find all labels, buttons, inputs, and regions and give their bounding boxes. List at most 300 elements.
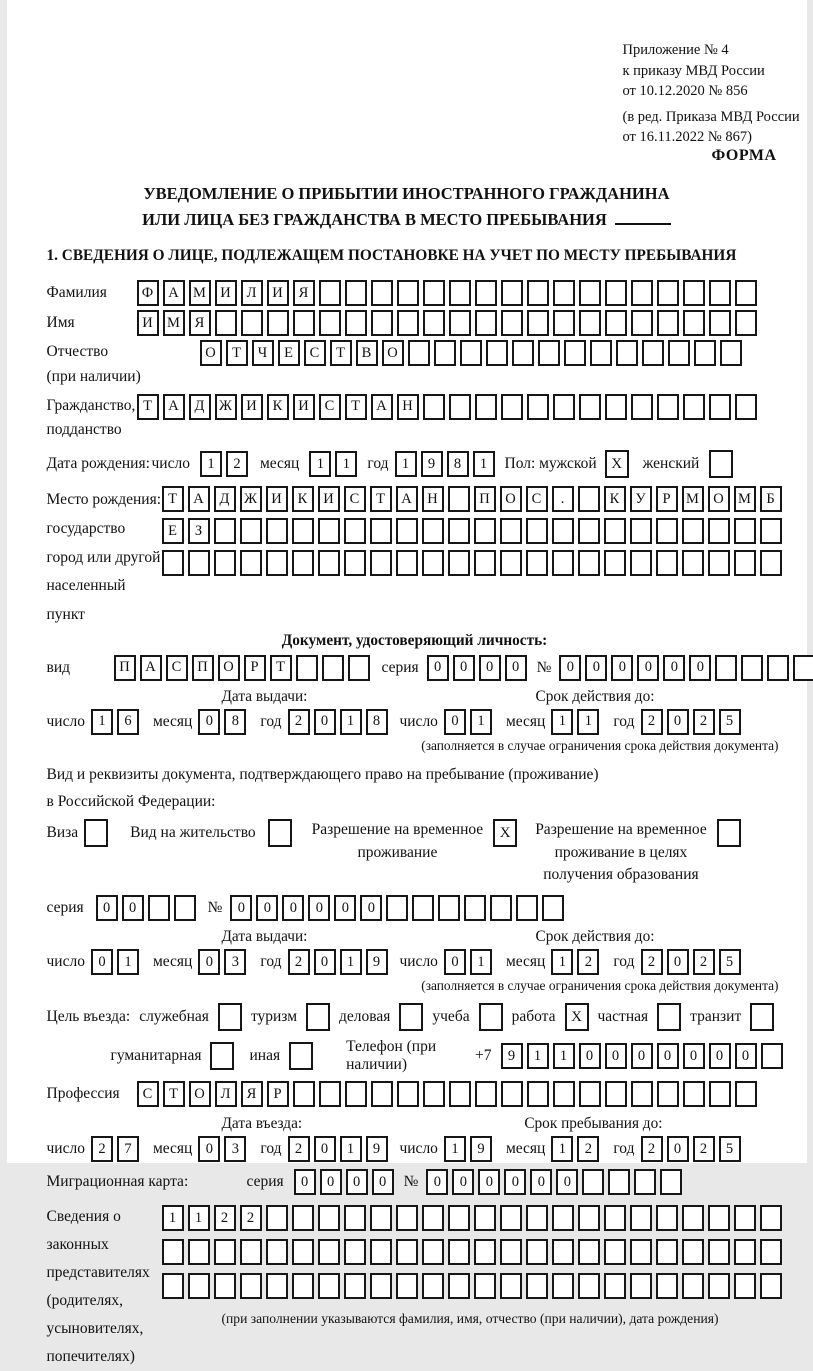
char-cell[interactable]: Л xyxy=(215,1081,237,1107)
char-cell[interactable] xyxy=(708,1239,730,1265)
char-cell[interactable]: Д xyxy=(214,486,236,512)
char-cell[interactable]: 0 xyxy=(683,1043,705,1069)
char-cell[interactable]: 0 xyxy=(346,1169,368,1195)
char-cell[interactable]: 0 xyxy=(556,1169,578,1195)
char-cell[interactable] xyxy=(318,1205,340,1231)
char-cell[interactable] xyxy=(292,550,314,576)
char-cell[interactable]: 0 xyxy=(426,1169,448,1195)
char-cell[interactable]: Б xyxy=(760,486,782,512)
char-cell[interactable] xyxy=(214,1273,236,1299)
char-cell[interactable]: 2 xyxy=(641,949,663,975)
char-cell[interactable]: 0 xyxy=(479,655,501,681)
char-cell[interactable]: О xyxy=(708,486,730,512)
char-cell[interactable]: Я xyxy=(293,280,315,306)
char-cell[interactable]: М xyxy=(734,486,756,512)
char-cell[interactable]: 9 xyxy=(421,451,443,477)
char-cell[interactable] xyxy=(370,1273,392,1299)
char-cell[interactable] xyxy=(552,1273,574,1299)
char-cell[interactable]: 1 xyxy=(91,709,113,735)
char-cell[interactable] xyxy=(486,340,508,366)
char-cell[interactable] xyxy=(553,310,575,336)
char-cell[interactable] xyxy=(604,518,626,544)
char-cell[interactable] xyxy=(526,1205,548,1231)
char-cell[interactable] xyxy=(657,394,679,420)
char-cell[interactable]: 0 xyxy=(663,655,685,681)
char-cell[interactable] xyxy=(760,1205,782,1231)
char-cell[interactable] xyxy=(348,655,370,681)
char-cell[interactable]: 9 xyxy=(366,949,388,975)
char-cell[interactable] xyxy=(694,340,716,366)
purpose-commercial-checkbox[interactable] xyxy=(399,1003,423,1031)
char-cell[interactable] xyxy=(683,280,705,306)
char-cell[interactable] xyxy=(397,280,419,306)
char-cell[interactable] xyxy=(344,550,366,576)
char-cell[interactable]: 0 xyxy=(320,1169,342,1195)
char-cell[interactable]: Е xyxy=(278,340,300,366)
char-cell[interactable]: С xyxy=(344,486,366,512)
purpose-work-checkbox[interactable]: X xyxy=(565,1003,589,1031)
char-cell[interactable] xyxy=(578,486,600,512)
char-cell[interactable]: Т xyxy=(370,486,392,512)
char-cell[interactable]: 1 xyxy=(551,1136,573,1162)
char-cell[interactable] xyxy=(608,1169,630,1195)
char-cell[interactable] xyxy=(214,518,236,544)
char-cell[interactable] xyxy=(475,394,497,420)
char-cell[interactable] xyxy=(475,1081,497,1107)
char-cell[interactable]: 5 xyxy=(719,1136,741,1162)
char-cell[interactable] xyxy=(344,518,366,544)
char-cell[interactable]: 7 xyxy=(117,1136,139,1162)
char-cell[interactable]: Д xyxy=(189,394,211,420)
char-cell[interactable] xyxy=(656,1239,678,1265)
char-cell[interactable]: 1 xyxy=(340,1136,362,1162)
char-cell[interactable] xyxy=(604,1205,626,1231)
char-cell[interactable] xyxy=(741,655,763,681)
char-cell[interactable] xyxy=(501,280,523,306)
char-cell[interactable]: 0 xyxy=(579,1043,601,1069)
char-cell[interactable]: Р xyxy=(244,655,266,681)
char-cell[interactable] xyxy=(500,1205,522,1231)
char-cell[interactable] xyxy=(708,518,730,544)
char-cell[interactable] xyxy=(345,280,367,306)
char-cell[interactable]: 0 xyxy=(478,1169,500,1195)
char-cell[interactable]: 0 xyxy=(735,1043,757,1069)
char-cell[interactable]: 0 xyxy=(256,895,278,921)
char-cell[interactable] xyxy=(682,550,704,576)
char-cell[interactable] xyxy=(438,895,460,921)
char-cell[interactable]: 0 xyxy=(667,949,689,975)
char-cell[interactable]: 1 xyxy=(577,709,599,735)
char-cell[interactable] xyxy=(215,310,237,336)
char-cell[interactable]: 0 xyxy=(308,895,330,921)
char-cell[interactable] xyxy=(344,1239,366,1265)
char-cell[interactable]: Т xyxy=(270,655,292,681)
char-cell[interactable] xyxy=(512,340,534,366)
char-cell[interactable]: 0 xyxy=(314,709,336,735)
char-cell[interactable] xyxy=(449,280,471,306)
char-cell[interactable] xyxy=(578,1239,600,1265)
char-cell[interactable] xyxy=(552,1239,574,1265)
char-cell[interactable] xyxy=(793,655,813,681)
char-cell[interactable]: 0 xyxy=(444,709,466,735)
char-cell[interactable] xyxy=(767,655,789,681)
char-cell[interactable]: 3 xyxy=(224,1136,246,1162)
char-cell[interactable] xyxy=(542,895,564,921)
char-cell[interactable]: У xyxy=(630,486,652,512)
char-cell[interactable] xyxy=(449,1081,471,1107)
char-cell[interactable] xyxy=(475,280,497,306)
char-cell[interactable]: 0 xyxy=(585,655,607,681)
char-cell[interactable]: 0 xyxy=(282,895,304,921)
char-cell[interactable] xyxy=(526,1239,548,1265)
char-cell[interactable]: 1 xyxy=(473,451,495,477)
char-cell[interactable]: А xyxy=(163,280,185,306)
char-cell[interactable] xyxy=(604,1239,626,1265)
char-cell[interactable]: 1 xyxy=(551,709,573,735)
char-cell[interactable] xyxy=(214,550,236,576)
char-cell[interactable] xyxy=(266,518,288,544)
char-cell[interactable]: 1 xyxy=(395,451,417,477)
char-cell[interactable]: 2 xyxy=(641,709,663,735)
char-cell[interactable]: 1 xyxy=(309,451,331,477)
char-cell[interactable] xyxy=(578,518,600,544)
char-cell[interactable] xyxy=(460,340,482,366)
char-cell[interactable]: Р xyxy=(267,1081,289,1107)
char-cell[interactable] xyxy=(605,394,627,420)
char-cell[interactable] xyxy=(579,310,601,336)
char-cell[interactable]: 0 xyxy=(360,895,382,921)
char-cell[interactable] xyxy=(423,1081,445,1107)
char-cell[interactable] xyxy=(760,518,782,544)
char-cell[interactable] xyxy=(344,1273,366,1299)
char-cell[interactable] xyxy=(656,518,678,544)
char-cell[interactable]: . xyxy=(552,486,574,512)
char-cell[interactable] xyxy=(734,1205,756,1231)
char-cell[interactable] xyxy=(293,310,315,336)
char-cell[interactable] xyxy=(318,518,340,544)
char-cell[interactable]: 1 xyxy=(553,1043,575,1069)
char-cell[interactable]: И xyxy=(318,486,340,512)
char-cell[interactable]: 2 xyxy=(641,1136,663,1162)
char-cell[interactable] xyxy=(162,1273,184,1299)
char-cell[interactable] xyxy=(734,550,756,576)
char-cell[interactable] xyxy=(734,1239,756,1265)
char-cell[interactable] xyxy=(656,1205,678,1231)
char-cell[interactable] xyxy=(370,550,392,576)
char-cell[interactable]: Т xyxy=(330,340,352,366)
char-cell[interactable]: 9 xyxy=(501,1043,523,1069)
char-cell[interactable]: 2 xyxy=(693,1136,715,1162)
char-cell[interactable] xyxy=(709,280,731,306)
char-cell[interactable]: 2 xyxy=(693,949,715,975)
char-cell[interactable] xyxy=(708,1273,730,1299)
char-cell[interactable] xyxy=(412,895,434,921)
char-cell[interactable] xyxy=(448,550,470,576)
char-cell[interactable] xyxy=(345,310,367,336)
char-cell[interactable]: Ф xyxy=(137,280,159,306)
char-cell[interactable] xyxy=(397,310,419,336)
char-cell[interactable]: И xyxy=(215,280,237,306)
char-cell[interactable] xyxy=(396,1239,418,1265)
char-cell[interactable] xyxy=(474,1273,496,1299)
char-cell[interactable] xyxy=(526,550,548,576)
char-cell[interactable] xyxy=(500,1239,522,1265)
char-cell[interactable] xyxy=(657,1081,679,1107)
char-cell[interactable]: 0 xyxy=(631,1043,653,1069)
char-cell[interactable] xyxy=(292,518,314,544)
char-cell[interactable] xyxy=(657,280,679,306)
char-cell[interactable] xyxy=(162,1239,184,1265)
char-cell[interactable] xyxy=(490,895,512,921)
char-cell[interactable]: С xyxy=(304,340,326,366)
char-cell[interactable]: 8 xyxy=(366,709,388,735)
char-cell[interactable] xyxy=(267,310,289,336)
char-cell[interactable]: И xyxy=(266,486,288,512)
char-cell[interactable] xyxy=(474,550,496,576)
char-cell[interactable]: Ж xyxy=(215,394,237,420)
char-cell[interactable] xyxy=(616,340,638,366)
char-cell[interactable]: 0 xyxy=(198,1136,220,1162)
char-cell[interactable] xyxy=(293,1081,315,1107)
char-cell[interactable] xyxy=(527,394,549,420)
char-cell[interactable]: 0 xyxy=(122,895,144,921)
char-cell[interactable]: А xyxy=(371,394,393,420)
char-cell[interactable]: 8 xyxy=(447,451,469,477)
char-cell[interactable] xyxy=(709,310,731,336)
char-cell[interactable] xyxy=(579,394,601,420)
char-cell[interactable]: Л xyxy=(241,280,263,306)
char-cell[interactable] xyxy=(449,310,471,336)
char-cell[interactable] xyxy=(526,1273,548,1299)
char-cell[interactable] xyxy=(605,280,627,306)
char-cell[interactable] xyxy=(501,394,523,420)
char-cell[interactable] xyxy=(631,310,653,336)
char-cell[interactable] xyxy=(266,550,288,576)
char-cell[interactable]: О xyxy=(500,486,522,512)
char-cell[interactable]: 5 xyxy=(719,709,741,735)
char-cell[interactable]: Т xyxy=(345,394,367,420)
char-cell[interactable] xyxy=(682,1273,704,1299)
char-cell[interactable] xyxy=(318,550,340,576)
char-cell[interactable] xyxy=(318,1273,340,1299)
char-cell[interactable] xyxy=(474,1205,496,1231)
char-cell[interactable] xyxy=(578,1273,600,1299)
char-cell[interactable] xyxy=(604,1273,626,1299)
char-cell[interactable] xyxy=(241,310,263,336)
char-cell[interactable]: 0 xyxy=(689,655,711,681)
char-cell[interactable] xyxy=(630,550,652,576)
char-cell[interactable] xyxy=(318,1239,340,1265)
char-cell[interactable] xyxy=(386,895,408,921)
char-cell[interactable] xyxy=(553,1081,575,1107)
char-cell[interactable] xyxy=(371,1081,393,1107)
temp-permit-checkbox[interactable]: X xyxy=(493,819,517,847)
char-cell[interactable]: 0 xyxy=(334,895,356,921)
sex-male-checkbox[interactable]: X xyxy=(605,450,629,478)
char-cell[interactable]: 1 xyxy=(340,949,362,975)
char-cell[interactable] xyxy=(642,340,664,366)
char-cell[interactable]: М xyxy=(163,310,185,336)
char-cell[interactable] xyxy=(682,518,704,544)
char-cell[interactable] xyxy=(396,1205,418,1231)
char-cell[interactable] xyxy=(448,1273,470,1299)
char-cell[interactable]: 1 xyxy=(444,1136,466,1162)
char-cell[interactable] xyxy=(553,280,575,306)
char-cell[interactable]: Т xyxy=(163,1081,185,1107)
purpose-humanitarian-checkbox[interactable] xyxy=(210,1042,234,1070)
char-cell[interactable]: 6 xyxy=(117,709,139,735)
char-cell[interactable] xyxy=(319,280,341,306)
char-cell[interactable] xyxy=(735,310,757,336)
char-cell[interactable] xyxy=(552,550,574,576)
char-cell[interactable] xyxy=(630,1273,652,1299)
char-cell[interactable] xyxy=(240,1273,262,1299)
char-cell[interactable] xyxy=(660,1169,682,1195)
char-cell[interactable]: А xyxy=(188,486,210,512)
char-cell[interactable] xyxy=(735,280,757,306)
char-cell[interactable] xyxy=(709,1081,731,1107)
char-cell[interactable]: 0 xyxy=(444,949,466,975)
char-cell[interactable] xyxy=(422,550,444,576)
char-cell[interactable] xyxy=(683,1081,705,1107)
char-cell[interactable]: 2 xyxy=(288,1136,310,1162)
char-cell[interactable]: О xyxy=(200,340,222,366)
char-cell[interactable]: О xyxy=(189,1081,211,1107)
char-cell[interactable] xyxy=(448,518,470,544)
char-cell[interactable] xyxy=(188,1273,210,1299)
char-cell[interactable] xyxy=(578,550,600,576)
char-cell[interactable] xyxy=(656,1273,678,1299)
char-cell[interactable] xyxy=(397,1081,419,1107)
char-cell[interactable]: 0 xyxy=(230,895,252,921)
char-cell[interactable]: Т xyxy=(226,340,248,366)
char-cell[interactable]: 0 xyxy=(611,655,633,681)
char-cell[interactable]: М xyxy=(682,486,704,512)
char-cell[interactable]: В xyxy=(356,340,378,366)
char-cell[interactable] xyxy=(396,518,418,544)
char-cell[interactable] xyxy=(292,1239,314,1265)
char-cell[interactable]: Ж xyxy=(240,486,262,512)
char-cell[interactable] xyxy=(709,394,731,420)
char-cell[interactable] xyxy=(761,1043,783,1069)
char-cell[interactable] xyxy=(448,1205,470,1231)
char-cell[interactable] xyxy=(527,310,549,336)
char-cell[interactable] xyxy=(370,1205,392,1231)
edu-permit-checkbox[interactable] xyxy=(717,819,741,847)
char-cell[interactable]: 1 xyxy=(335,451,357,477)
char-cell[interactable] xyxy=(188,550,210,576)
char-cell[interactable]: И xyxy=(137,310,159,336)
char-cell[interactable] xyxy=(396,1273,418,1299)
char-cell[interactable] xyxy=(448,486,470,512)
char-cell[interactable] xyxy=(501,1081,523,1107)
char-cell[interactable] xyxy=(630,1239,652,1265)
char-cell[interactable] xyxy=(683,310,705,336)
char-cell[interactable]: 2 xyxy=(214,1205,236,1231)
char-cell[interactable] xyxy=(423,394,445,420)
char-cell[interactable]: 0 xyxy=(667,1136,689,1162)
char-cell[interactable] xyxy=(656,550,678,576)
char-cell[interactable]: 0 xyxy=(91,949,113,975)
char-cell[interactable] xyxy=(474,518,496,544)
char-cell[interactable] xyxy=(708,1205,730,1231)
char-cell[interactable]: Я xyxy=(189,310,211,336)
char-cell[interactable] xyxy=(240,1239,262,1265)
char-cell[interactable] xyxy=(296,655,318,681)
char-cell[interactable]: 2 xyxy=(577,949,599,975)
char-cell[interactable]: 2 xyxy=(577,1136,599,1162)
char-cell[interactable] xyxy=(344,1205,366,1231)
char-cell[interactable]: 0 xyxy=(294,1169,316,1195)
char-cell[interactable] xyxy=(708,550,730,576)
char-cell[interactable] xyxy=(240,550,262,576)
char-cell[interactable] xyxy=(527,1081,549,1107)
purpose-tourism-checkbox[interactable] xyxy=(306,1003,330,1031)
char-cell[interactable]: 1 xyxy=(340,709,362,735)
char-cell[interactable]: 0 xyxy=(453,655,475,681)
char-cell[interactable]: 0 xyxy=(504,1169,526,1195)
char-cell[interactable]: 0 xyxy=(505,655,527,681)
char-cell[interactable] xyxy=(422,518,444,544)
char-cell[interactable]: 0 xyxy=(559,655,581,681)
char-cell[interactable] xyxy=(422,1273,444,1299)
char-cell[interactable]: 0 xyxy=(605,1043,627,1069)
char-cell[interactable]: 2 xyxy=(240,1205,262,1231)
char-cell[interactable]: О xyxy=(218,655,240,681)
char-cell[interactable] xyxy=(630,1205,652,1231)
char-cell[interactable] xyxy=(174,895,196,921)
char-cell[interactable] xyxy=(422,1205,444,1231)
purpose-other-checkbox[interactable] xyxy=(289,1042,313,1070)
char-cell[interactable] xyxy=(464,895,486,921)
char-cell[interactable] xyxy=(683,394,705,420)
char-cell[interactable] xyxy=(552,518,574,544)
char-cell[interactable] xyxy=(760,1239,782,1265)
char-cell[interactable]: 0 xyxy=(452,1169,474,1195)
char-cell[interactable] xyxy=(579,280,601,306)
char-cell[interactable] xyxy=(634,1169,656,1195)
char-cell[interactable] xyxy=(501,310,523,336)
char-cell[interactable] xyxy=(240,518,262,544)
residence-permit-checkbox[interactable] xyxy=(268,819,292,847)
purpose-private-checkbox[interactable] xyxy=(657,1003,681,1031)
char-cell[interactable]: 8 xyxy=(224,709,246,735)
char-cell[interactable] xyxy=(552,1205,574,1231)
char-cell[interactable] xyxy=(371,280,393,306)
char-cell[interactable]: С xyxy=(526,486,548,512)
char-cell[interactable] xyxy=(715,655,737,681)
char-cell[interactable]: 0 xyxy=(709,1043,731,1069)
char-cell[interactable]: Т xyxy=(137,394,159,420)
char-cell[interactable] xyxy=(474,1239,496,1265)
char-cell[interactable] xyxy=(449,394,471,420)
char-cell[interactable]: П xyxy=(114,655,136,681)
char-cell[interactable]: Е xyxy=(162,518,184,544)
char-cell[interactable] xyxy=(408,340,430,366)
char-cell[interactable]: 0 xyxy=(96,895,118,921)
char-cell[interactable]: Н xyxy=(422,486,444,512)
char-cell[interactable] xyxy=(630,518,652,544)
char-cell[interactable]: И xyxy=(241,394,263,420)
char-cell[interactable] xyxy=(760,1273,782,1299)
char-cell[interactable]: 9 xyxy=(470,1136,492,1162)
char-cell[interactable] xyxy=(500,550,522,576)
char-cell[interactable] xyxy=(526,518,548,544)
char-cell[interactable] xyxy=(538,340,560,366)
char-cell[interactable]: И xyxy=(267,280,289,306)
visa-checkbox[interactable] xyxy=(84,819,108,847)
char-cell[interactable] xyxy=(162,550,184,576)
